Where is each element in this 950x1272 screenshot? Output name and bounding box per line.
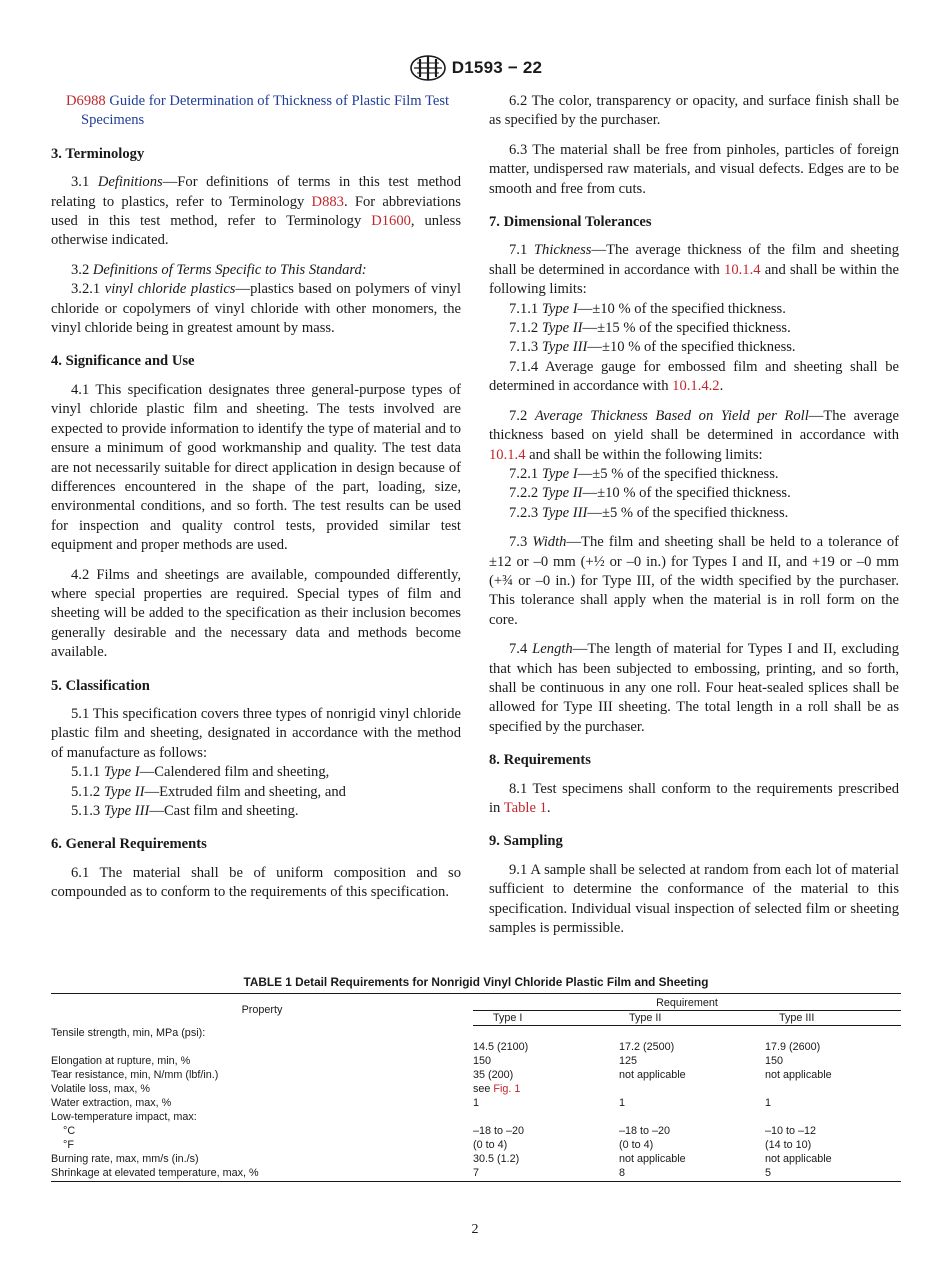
paragraph-7-4: 7.4 Length—The length of material for Types I and II, excluding that which has been subjected to embossing, printing, and so forth, shall be continuous in any one roll. Four heat-sealed splices shall be allowed for Type III sheeting. The total length in a roll shall be as specified by the purchaser. (489, 641, 899, 735)
page-header (0, 50, 950, 86)
table-row: Volatile loss, max, % see Fig. 1 (51, 1082, 521, 1095)
table-row: °F (0 to 4) (0 to 4) (14 to 10) (63, 1138, 812, 1151)
paragraph-7-2-2: 7.2.2 Type II—±10 % of the specified thickness. (509, 485, 791, 502)
left-column (51, 92, 461, 913)
header-requirement: Requirement (473, 994, 901, 1011)
link-10-1-4-2[interactable]: 10.1.4.2 (672, 378, 720, 395)
table-1 (51, 975, 901, 1182)
section-9-heading: 9. Sampling (489, 833, 563, 850)
link-d883[interactable]: D883 (311, 193, 344, 210)
paragraph-6-3: 6.3 The material shall be free from pinholes, particles of foreign matter, undispersed raw materials, and visual defects. Edges are to be smooth and free from cuts. (489, 141, 899, 197)
link-fig-1[interactable]: Fig. 1 (493, 1082, 521, 1095)
table-row: Low-temperature impact, max: (51, 1110, 197, 1123)
link-d1600[interactable]: D1600 (371, 213, 411, 230)
page-number: 2 (471, 1222, 479, 1237)
link-10-1-4-b[interactable]: 10.1.4 (489, 446, 526, 463)
requirements-table (51, 993, 901, 1182)
section-6-heading: 6. General Requirements (51, 836, 207, 853)
paragraph-3-2: 3.2 Definitions of Terms Specific to This Standard: (71, 261, 367, 278)
table-row: Water extraction, max, % 1 1 1 (51, 1096, 772, 1109)
paragraph-8-1: 8.1 Test specimens shall conform to the requirements prescribed in Table 1. (489, 780, 899, 816)
section-4-heading: 4. Significance and Use (51, 353, 195, 370)
table-row: 14.5 (2100) 17.2 (2500) 17.9 (2600) (473, 1040, 821, 1053)
paragraph-7-1: 7.1 Thickness—The average thickness of the film and sheeting shall be determined in accordance with 10.1.4 and shall be within the following limits: (489, 242, 900, 298)
paragraph-7-2-3: 7.2.3 Type III—±5 % of the specified thickness. (509, 504, 789, 521)
header-type-ii: Type II (619, 1011, 765, 1026)
paragraph-7-1-2: 7.1.2 Type II—±15 % of the specified thickness. (509, 320, 791, 337)
section-8-heading: 8. Requirements (489, 752, 591, 769)
paragraph-7-1-3: 7.1.3 Type III—±10 % of the specified thickness. (509, 339, 796, 356)
standard-designation: D1593 − 22 (451, 58, 543, 77)
paragraph-5-1-1: 5.1.1 Type I—Calendered film and sheeting, (71, 764, 330, 781)
paragraph-7-2-1: 7.2.1 Type I—±5 % of the specified thickness. (509, 465, 779, 482)
paragraph-5-1-3: 5.1.3 Type III—Cast film and sheeting. (71, 803, 299, 819)
header-property: Property (51, 994, 473, 1026)
paragraph-7-3: 7.3 Width—The film and sheeting shall be held to a tolerance of ±12 or –0 mm (+½ or –0 in.) for Types I and II, and +19 or –0 mm (+¾ or –0 in.) for Type III, of the width specified by the purchaser. This tolerance shall apply when the material is in roll form on the core. (489, 534, 899, 628)
table-row: Elongation at rupture, min, % 150 125 150 (51, 1054, 784, 1067)
paragraph-7-2: 7.2 Average Thickness Based on Yield per Roll—The average thickness based on yield shall be determined in accordance with 10.1.4 and shall be within the following limits: (489, 407, 899, 463)
paragraph-4-2: 4.2 Films and sheetings are available, compounded differently, where special properties are required. Special types of film and sheeting will be added to the specification as their inclusion becomes generally desirable and the necessary data and methods become available. (51, 566, 461, 661)
paragraph-4-1: 4.1 This specification designates three general-purpose types of vinyl chloride plastic film and sheeting. The tests involved are expected to provide information to identify the type of material and to ensure a minimum of good workmanship and quality. The test data are not necessarily suitable for direct application in design because of differences encountered in the shape of the part, loading, size, environmental conditions, and so forth. The test results can be used for inspection and quality control tests, provided similar test equipment and proper methods are used. (51, 381, 461, 554)
table-row: °C –18 to –20 –18 to –20 –10 to –12 (63, 1124, 817, 1137)
table-title: TABLE 1 Detail Requirements for Nonrigid Vinyl Chloride Plastic Film and Sheeting (243, 975, 709, 989)
section-5-heading: 5. Classification (51, 677, 150, 694)
header-type-iii: Type III (765, 1011, 901, 1026)
reference-d6988 (51, 92, 461, 131)
link-d6988[interactable]: D6988 (66, 93, 106, 109)
paragraph-7-1-1: 7.1.1 Type I—±10 % of the specified thickness. (509, 300, 786, 317)
table-row: Tear resistance, min, N/mm (lbf/in.) 35 (200) not applicable not applicable (51, 1068, 832, 1081)
section-7-heading: 7. Dimensional Tolerances (489, 214, 652, 231)
paragraph-6-2: 6.2 The color, transparency or opacity, and surface finish shall be as specified by the purchaser. (489, 93, 899, 129)
astm-logo-icon (408, 53, 448, 83)
link-10-1-4[interactable]: 10.1.4 (724, 261, 761, 278)
paragraph-5-1: 5.1 This specification covers three types of nonrigid vinyl chloride plastic film and sheeting, designated in accordance with the method of manufacture as follows: (51, 705, 461, 761)
paragraph-3-2-1: 3.2.1 vinyl chloride plastics—plastics based on polymers of vinyl chloride or copolymers of vinyl chloride with other monomers, the vinyl chloride being in greatest amount by mass. (51, 281, 462, 337)
header-type-i: Type I (473, 1011, 619, 1026)
paragraph-5-1-2: 5.1.2 Type II—Extruded film and sheeting, and (71, 783, 346, 800)
paragraph-7-1-4: 7.1.4 Average gauge for embossed film and sheeting shall be determined in accordance with 10.1.4.2. (489, 358, 899, 395)
reference-title[interactable]: Guide for Determination of Thickness of Plastic Film Test Specimens (81, 93, 450, 129)
section-3-heading: 3. Terminology (51, 145, 145, 162)
paragraph-9-1: 9.1 A sample shall be selected at random from each lot of material sufficient to determine the conformance of the material to this specification. Individual visual inspection of selected film or sheeting samples is permissible. (489, 861, 899, 937)
table-row: Shrinkage at elevated temperature, max, % 7 8 5 (51, 1166, 901, 1182)
right-column (489, 92, 899, 948)
link-table-1[interactable]: Table 1 (503, 800, 547, 816)
paragraph-6-1: 6.1 The material shall be of uniform composition and so compounded as to conform to the requirements of this specification. (51, 864, 461, 901)
table-row: Tensile strength, min, MPa (psi): (51, 1026, 206, 1039)
table-row: Burning rate, max, mm/s (in./s) 30.5 (1.2) not applicable not applicable (51, 1152, 832, 1165)
paragraph-3-1: 3.1 Definitions—For definitions of terms in this test method relating to plastics, refer to Terminology D883. For abbreviations used in this test method, refer to Terminology D1600, unless otherwise indicated. (51, 174, 461, 249)
